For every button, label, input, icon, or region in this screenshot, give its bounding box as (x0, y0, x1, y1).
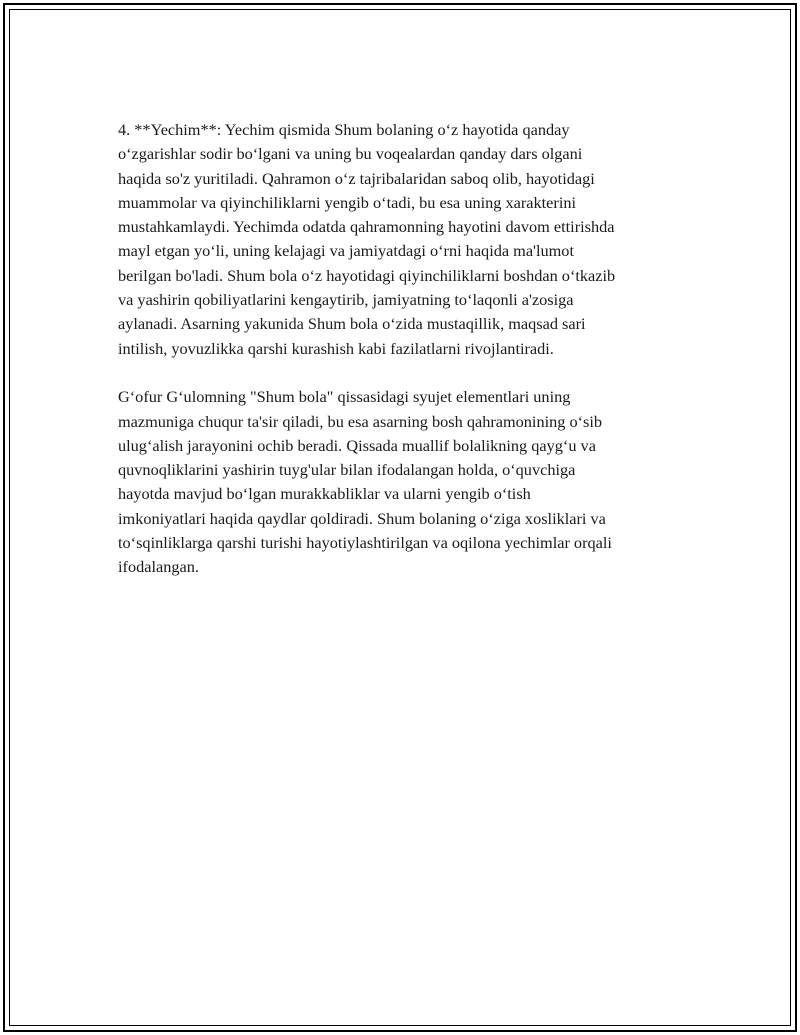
text-line: muammolar va qiyinchiliklarni yengib oʻtadi, bu esa uning xarakterini (118, 192, 577, 212)
text-line: haqida so'z yuritiladi. Qahramon oʻz tajribalaridan saboq olib, hayotidagi (118, 168, 595, 188)
text-line: ulugʻalish jarayonini ochib beradi. Qissada muallif bolalikning qaygʻu va (118, 435, 596, 455)
text-line: ifodalangan. (118, 557, 199, 577)
text-line: Gʻofur Gʻulomning "Shum bola" qissasidagi syujet elementlari uning (118, 387, 571, 407)
text-line: quvnoqliklarini yashirin tuyg'ular bilan ifodalangan holda, oʻquvchiga (118, 460, 576, 480)
text-line: toʻsqinliklarga qarshi turishi hayotiylashtirilgan va oqilona yechimlar orqali (118, 533, 612, 553)
text-line: aylanadi. Asarning yakunida Shum bola oʻzida mustaqillik, maqsad sari (118, 314, 586, 334)
text-line: mayl etgan yoʻli, uning kelajagi va jamiyatdagi oʻrni haqida ma'lumot (118, 241, 574, 261)
text-line: berilgan bo'ladi. Shum bola oʻz hayotidagi qiyinchiliklarni boshdan oʻtkazib (118, 265, 616, 285)
text-line: imkoniyatlari haqida qaydlar qoldiradi. Shum bolaning oʻziga xosliklari va (118, 508, 606, 528)
text-line: mustahkamlaydi. Yechimda odatda qahramonning hayotini davom ettirishda (118, 217, 615, 237)
text-line: mazmuniga chuqur ta'sir qiladi, bu esa asarning bosh qahramonining oʻsib (118, 411, 603, 431)
document-body (118, 118, 684, 580)
text-line: oʻzgarishlar sodir boʻlgani va uning bu voqealardan qanday dars olgani (118, 144, 583, 164)
text-line: intilish, yovuzlikka qarshi kurashish kabi fazilatlarni rivojlantiradi. (118, 338, 554, 358)
paragraph-yechim (118, 118, 684, 361)
paragraph-conclusion (118, 385, 684, 579)
text-line: va yashirin qobiliyatlarini kengaytirib, jamiyatning toʻlaqonli a'zosiga (118, 290, 574, 310)
text-line: hayotda mavjud boʻlgan murakkabliklar va ularni yengib oʻtish (118, 484, 531, 504)
text-line: 4. **Yechim**: Yechim qismida Shum bolaning oʻz hayotida qanday (118, 120, 570, 139)
